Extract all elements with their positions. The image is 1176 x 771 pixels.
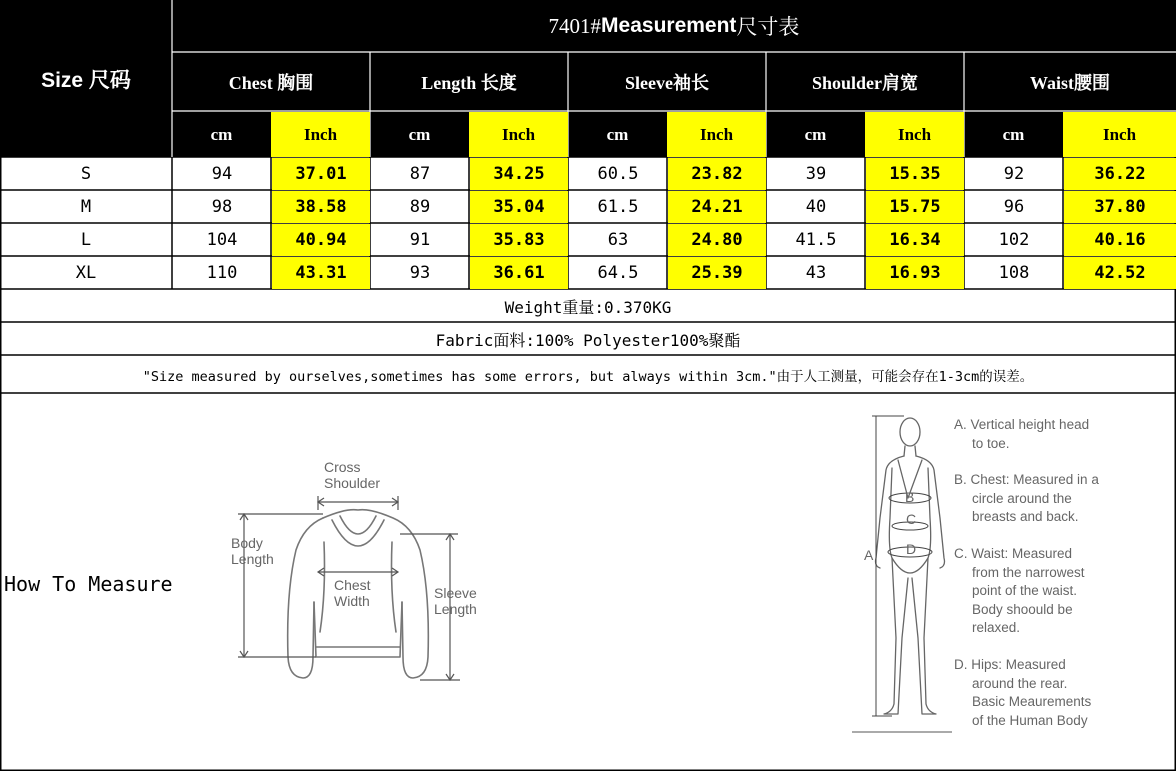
cm-value: 40: [805, 197, 827, 217]
cm-value: 96: [1003, 197, 1025, 217]
chart-title: [172, 0, 1176, 52]
inch-value: 38.58: [272, 191, 370, 223]
letter-d: D: [906, 541, 917, 557]
cm-value: 110: [206, 263, 238, 283]
unit-inch: Inch: [865, 112, 964, 157]
cm-value: 61.5: [597, 197, 639, 217]
legend-line: point of the waist.: [972, 583, 1078, 598]
col-header-shoulder: Shoulder肩宽: [811, 72, 919, 93]
legend-line: C. Waist: Measured: [954, 546, 1073, 561]
body-measure-diagram: [852, 408, 952, 734]
col-header-sleeve: Sleeve袖长: [625, 72, 709, 93]
inch-value: 35.04: [470, 191, 568, 223]
measurement-note: "Size measured by ourselves,sometimes has some errors, but always within 3cm."由于人工测量，可能会存在1-3cm的误差。: [142, 369, 1034, 385]
legend-line: Basic Meaurements: [972, 694, 1092, 709]
cm-value: 43: [805, 263, 827, 283]
unit-cm: cm: [804, 124, 827, 144]
inch-value: 43.31: [272, 257, 370, 289]
cm-value: 102: [998, 230, 1030, 250]
title-prefix: 7401#: [548, 13, 602, 38]
chest-width-label: Width: [334, 593, 370, 609]
cm-value: 63: [607, 230, 629, 250]
inch-value: 15.35: [866, 158, 964, 190]
cm-value: 87: [409, 164, 431, 184]
cm-value: 39: [805, 164, 827, 184]
cross-label: Cross: [324, 459, 361, 475]
title-suffix: 尺寸表: [736, 15, 800, 39]
cm-value: 91: [409, 230, 431, 250]
unit-cm: cm: [210, 124, 233, 144]
legend-line: to toe.: [972, 435, 1010, 451]
letter-a: A: [864, 547, 874, 563]
legend-line: of the Human Body: [972, 712, 1088, 728]
cm-value: 98: [211, 197, 233, 217]
cm-value: 104: [206, 230, 238, 250]
col-header-chest: Chest 胸围: [228, 72, 314, 93]
col-header-length: Length 长度: [421, 72, 517, 93]
inch-value: 37.01: [272, 158, 370, 190]
size-label: M: [80, 196, 92, 217]
size-label: S: [80, 163, 92, 184]
legend-line: circle around the: [972, 490, 1072, 506]
cm-value: 108: [998, 263, 1030, 283]
sweater-measure-diagram: [228, 452, 498, 690]
unit-cm: cm: [408, 124, 431, 144]
unit-cm: cm: [606, 124, 629, 144]
unit-inch: Inch: [667, 112, 766, 157]
letter-c: C: [906, 511, 917, 527]
legend-line: Body shoould be: [972, 601, 1073, 617]
cm-value: 64.5: [597, 263, 639, 283]
inch-value: 24.80: [668, 224, 766, 256]
legend-line: breasts and back.: [972, 509, 1079, 524]
inch-value: 16.93: [866, 257, 964, 289]
col-header-waist: Waist腰围: [1029, 72, 1110, 93]
size-column-header: Size 尺码: [41, 68, 131, 92]
size-label: XL: [75, 262, 97, 283]
legend-line: relaxed.: [972, 620, 1021, 635]
unit-cm: cm: [1002, 124, 1025, 144]
letter-b: B: [905, 489, 915, 505]
inch-value: 37.80: [1064, 191, 1176, 223]
chest-label: Chest: [334, 577, 371, 593]
inch-value: 36.22: [1064, 158, 1176, 190]
legend-item: [954, 471, 1099, 527]
body-length-label: Length: [231, 551, 274, 567]
inch-value: 24.21: [668, 191, 766, 223]
sleeve-length-label: Length: [434, 601, 477, 617]
unit-inch: Inch: [469, 112, 568, 157]
inch-value: 25.39: [668, 257, 766, 289]
shoulder-label: Shoulder: [324, 475, 381, 491]
inch-value: 34.25: [470, 158, 568, 190]
unit-inch: Inch: [1063, 112, 1176, 157]
body-label: Body: [231, 535, 263, 551]
inch-value: 40.16: [1064, 224, 1176, 256]
title-bold: Measurement: [601, 14, 737, 37]
inch-value: 15.75: [866, 191, 964, 223]
how-to-measure-label: How To Measure: [4, 572, 173, 596]
inch-value: 42.52: [1064, 257, 1176, 289]
weight-info: Weight重量:0.370KG: [504, 297, 672, 317]
legend-line: D. Hips: Measured: [954, 657, 1066, 672]
legend-item: [954, 545, 1085, 638]
legend-item: [954, 656, 1091, 730]
legend-item: [954, 416, 1089, 453]
legend-line: around the rear.: [972, 675, 1068, 691]
inch-value: 40.94: [272, 224, 370, 256]
legend-line: B. Chest: Measured in a: [954, 472, 1099, 487]
inch-value: 23.82: [668, 158, 766, 190]
unit-inch: Inch: [271, 112, 370, 157]
fabric-info: Fabric面料:100% Polyester100%聚酯: [435, 330, 741, 350]
cm-value: 93: [409, 263, 431, 283]
inch-value: 16.34: [866, 224, 964, 256]
inch-value: 36.61: [470, 257, 568, 289]
sleeve-label: Sleeve: [434, 585, 477, 601]
legend-line: from the narrowest: [972, 564, 1085, 580]
cm-value: 94: [211, 164, 233, 184]
cm-value: 92: [1003, 164, 1025, 184]
cm-value: 60.5: [597, 164, 639, 184]
cm-value: 89: [409, 197, 431, 217]
size-label: L: [80, 229, 92, 250]
inch-value: 35.83: [470, 224, 568, 256]
cm-value: 41.5: [795, 230, 837, 250]
legend-line: A. Vertical height head: [954, 417, 1090, 432]
